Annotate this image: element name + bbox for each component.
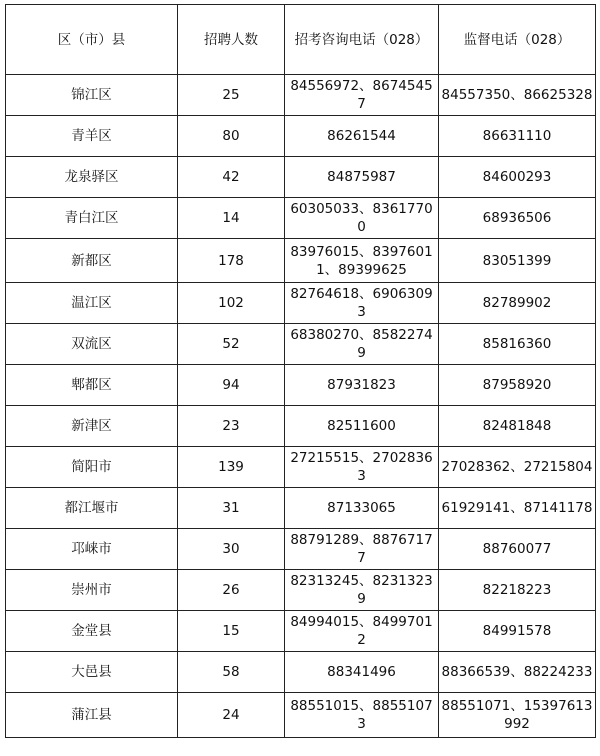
cell-supervision-phone: 86631110 — [439, 116, 596, 157]
cell-supervision-phone: 88760077 — [439, 529, 596, 570]
cell-district: 青羊区 — [6, 116, 178, 157]
cell-district: 金堂县 — [6, 611, 178, 652]
cell-supervision-phone: 84557350、86625328 — [439, 75, 596, 116]
table-row — [6, 324, 596, 365]
table-row — [6, 116, 596, 157]
cell-inquiry-phone: 86261544 — [285, 116, 439, 157]
table-row — [6, 198, 596, 239]
cell-supervision-phone: 88366539、88224233 — [439, 652, 596, 693]
cell-inquiry-phone: 27215515、27028363 — [285, 447, 439, 488]
cell-hiring-count: 26 — [178, 570, 285, 611]
cell-inquiry-phone: 88551015、88551073 — [285, 693, 439, 738]
table-row — [6, 488, 596, 529]
cell-inquiry-phone: 83976015、83976011、89399625 — [285, 239, 439, 283]
cell-district: 邛崃市 — [6, 529, 178, 570]
cell-district: 温江区 — [6, 283, 178, 324]
table-row — [6, 283, 596, 324]
table-row — [6, 529, 596, 570]
recruitment-contact-table — [5, 4, 596, 738]
cell-inquiry-phone: 84994015、84997012 — [285, 611, 439, 652]
cell-supervision-phone: 88551071、15397613992 — [439, 693, 596, 738]
table-row — [6, 611, 596, 652]
header-supervision-phone: 监督电话（028） — [439, 5, 596, 75]
table-row — [6, 157, 596, 198]
cell-inquiry-phone: 68380270、85822749 — [285, 324, 439, 365]
table-row — [6, 406, 596, 447]
cell-supervision-phone: 82789902 — [439, 283, 596, 324]
cell-supervision-phone: 83051399 — [439, 239, 596, 283]
cell-hiring-count: 30 — [178, 529, 285, 570]
cell-inquiry-phone: 88341496 — [285, 652, 439, 693]
table-row — [6, 239, 596, 283]
cell-district: 大邑县 — [6, 652, 178, 693]
cell-hiring-count: 80 — [178, 116, 285, 157]
cell-inquiry-phone: 84556972、86745457 — [285, 75, 439, 116]
cell-district: 蒲江县 — [6, 693, 178, 738]
cell-hiring-count: 42 — [178, 157, 285, 198]
header-inquiry-phone: 招考咨询电话（028） — [285, 5, 439, 75]
table-row — [6, 447, 596, 488]
cell-hiring-count: 15 — [178, 611, 285, 652]
table-row — [6, 693, 596, 738]
cell-supervision-phone: 68936506 — [439, 198, 596, 239]
cell-hiring-count: 102 — [178, 283, 285, 324]
table-row — [6, 75, 596, 116]
cell-hiring-count: 52 — [178, 324, 285, 365]
cell-inquiry-phone: 84875987 — [285, 157, 439, 198]
cell-inquiry-phone: 82313245、82313239 — [285, 570, 439, 611]
cell-district: 青白江区 — [6, 198, 178, 239]
cell-inquiry-phone: 82511600 — [285, 406, 439, 447]
header-district: 区（市）县 — [6, 5, 178, 75]
cell-inquiry-phone: 87133065 — [285, 488, 439, 529]
cell-hiring-count: 178 — [178, 239, 285, 283]
cell-inquiry-phone: 88791289、88767177 — [285, 529, 439, 570]
cell-district: 新津区 — [6, 406, 178, 447]
cell-supervision-phone: 84600293 — [439, 157, 596, 198]
table-row — [6, 365, 596, 406]
header-hiring-count: 招聘人数 — [178, 5, 285, 75]
cell-supervision-phone: 82481848 — [439, 406, 596, 447]
cell-district: 新都区 — [6, 239, 178, 283]
cell-inquiry-phone: 60305033、83617700 — [285, 198, 439, 239]
cell-district: 崇州市 — [6, 570, 178, 611]
cell-supervision-phone: 82218223 — [439, 570, 596, 611]
cell-hiring-count: 139 — [178, 447, 285, 488]
cell-supervision-phone: 85816360 — [439, 324, 596, 365]
table-row — [6, 570, 596, 611]
cell-district: 锦江区 — [6, 75, 178, 116]
cell-hiring-count: 24 — [178, 693, 285, 738]
cell-inquiry-phone: 87931823 — [285, 365, 439, 406]
table-row — [6, 652, 596, 693]
cell-district: 郫都区 — [6, 365, 178, 406]
cell-hiring-count: 23 — [178, 406, 285, 447]
cell-hiring-count: 14 — [178, 198, 285, 239]
cell-supervision-phone: 84991578 — [439, 611, 596, 652]
cell-supervision-phone: 87958920 — [439, 365, 596, 406]
cell-district: 双流区 — [6, 324, 178, 365]
cell-supervision-phone: 27028362、27215804 — [439, 447, 596, 488]
cell-district: 简阳市 — [6, 447, 178, 488]
cell-hiring-count: 94 — [178, 365, 285, 406]
table-header-row — [6, 5, 596, 75]
cell-hiring-count: 31 — [178, 488, 285, 529]
cell-hiring-count: 25 — [178, 75, 285, 116]
cell-district: 都江堰市 — [6, 488, 178, 529]
cell-district: 龙泉驿区 — [6, 157, 178, 198]
cell-supervision-phone: 61929141、87141178 — [439, 488, 596, 529]
cell-inquiry-phone: 82764618、69063093 — [285, 283, 439, 324]
recruitment-table-container — [5, 4, 595, 738]
cell-hiring-count: 58 — [178, 652, 285, 693]
